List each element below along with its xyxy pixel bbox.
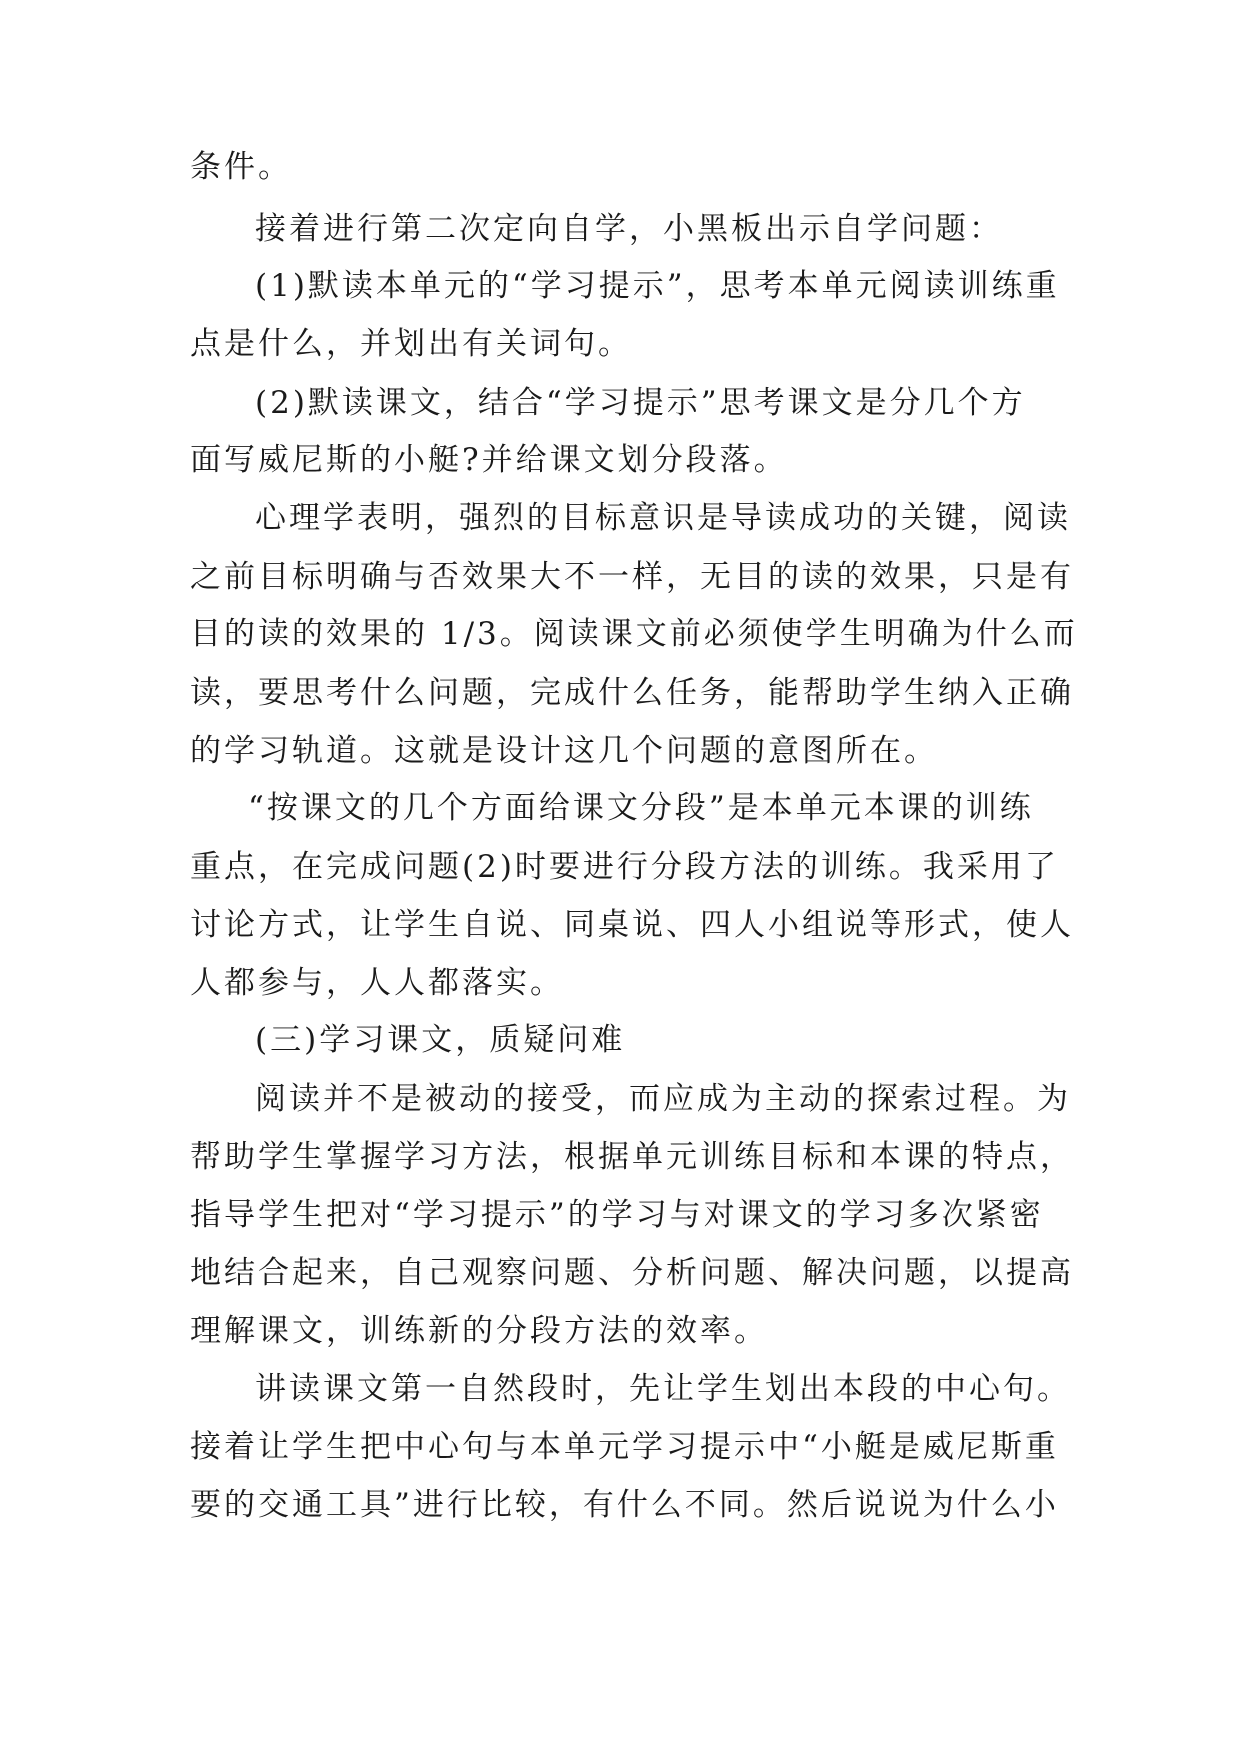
text-line: 之前目标明确与否效果大不一样，无目的读的效果，只是有 (190, 559, 1074, 595)
text-line: 接着让学生把中心句与本单元学习提示中“小艇是威尼斯重 (190, 1429, 1059, 1465)
text-line: 要的交通工具”进行比较，有什么不同。然后说说为什么小 (190, 1487, 1059, 1523)
text-line: 人都参与，人人都落实。 (190, 965, 564, 1001)
text-line: 讨论方式，让学生自说、同桌说、四人小组说等形式，使人 (190, 907, 1074, 943)
text-line: 点是什么，并划出有关词句。 (190, 326, 632, 362)
text-line: 目的读的效果的 1/3。阅读课文前必须使学生明确为什么而 (190, 616, 1078, 652)
text-line: 读，要思考什么问题，完成什么任务，能帮助学生纳入正确 (190, 675, 1074, 711)
text-line: 条件。 (190, 149, 292, 185)
text-line: 理解课文，训练新的分段方法的效率。 (190, 1313, 768, 1349)
text-line: 帮助学生掌握学习方法，根据单元训练目标和本课的特点， (190, 1139, 1074, 1175)
text-line: 阅读并不是被动的接受，而应成为主动的探索过程。为 (255, 1081, 1071, 1117)
text-line: (2)默读课文，结合“学习提示”思考课文是分几个方 (255, 385, 1026, 421)
text-line: “按课文的几个方面给课文分段”是本单元本课的训练 (248, 790, 1034, 826)
text-line: (三)学习课文，质疑问难 (255, 1022, 626, 1058)
text-line: 指导学生把对“学习提示”的学习与对课文的学习多次紧密 (190, 1197, 1044, 1233)
text-line: (1)默读本单元的“学习提示”，思考本单元阅读训练重 (255, 268, 1060, 304)
text-line: 讲读课文第一自然段时，先让学生划出本段的中心句。 (255, 1371, 1071, 1407)
text-line: 面写威尼斯的小艇?并给课文划分段落。 (190, 442, 788, 478)
text-line: 重点，在完成问题(2)时要进行分段方法的训练。我采用了 (190, 849, 1059, 885)
text-line: 接着进行第二次定向自学，小黑板出示自学问题： (255, 211, 1003, 247)
text-line: 地结合起来，自己观察问题、分析问题、解决问题，以提高 (190, 1255, 1074, 1291)
text-line: 心理学表明，强烈的目标意识是导读成功的关键，阅读 (255, 500, 1071, 536)
text-line: 的学习轨道。这就是设计这几个问题的意图所在。 (190, 733, 938, 769)
